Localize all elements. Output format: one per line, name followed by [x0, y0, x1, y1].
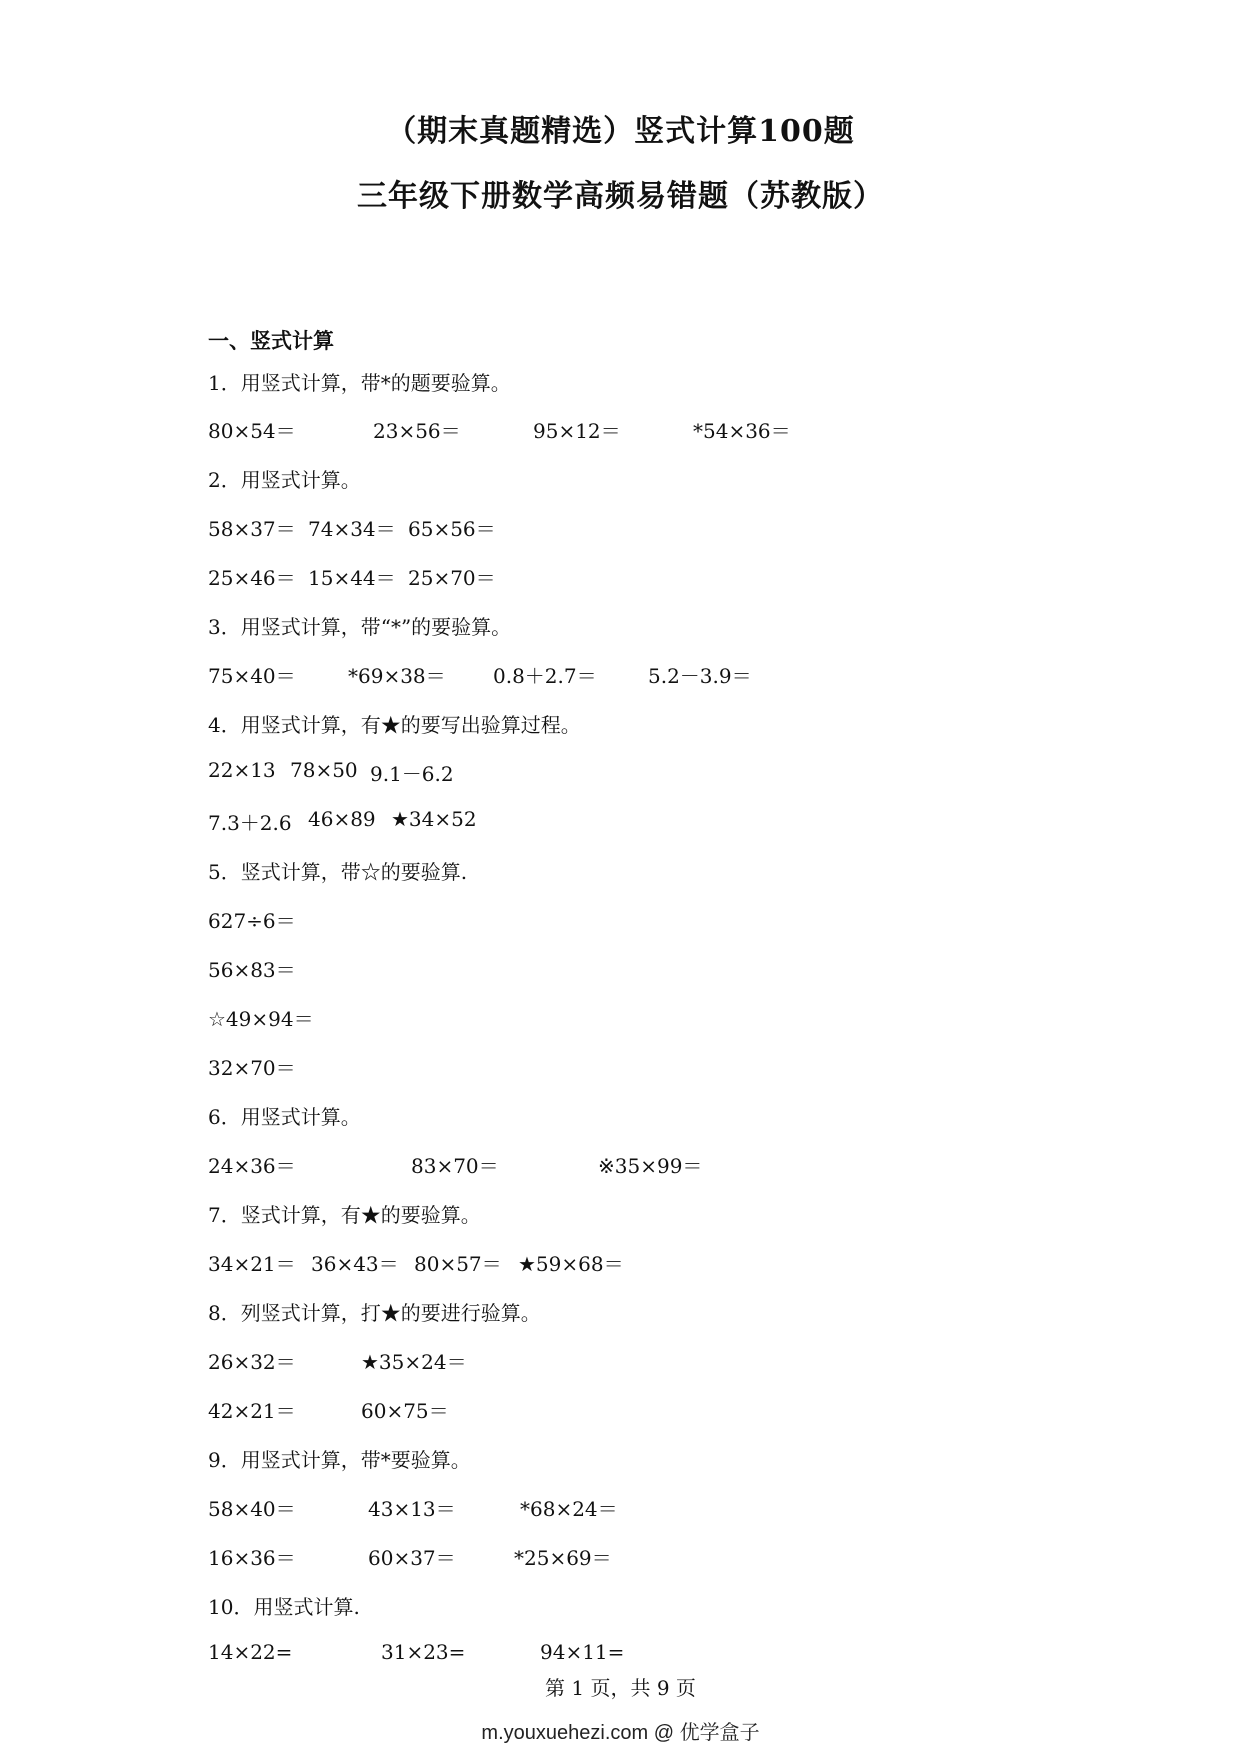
problem: 34×21＝ — [208, 1252, 296, 1276]
problem: 36×43＝ — [311, 1252, 399, 1276]
question-8-prompt: 8．列竖式计算，打★的要进行验算。 — [208, 1301, 541, 1325]
problem: 25×70＝ — [408, 566, 496, 590]
question-3-prompt: 3．用竖式计算，带“*”的要验算。 — [208, 615, 512, 639]
problem: 15×44＝ — [308, 566, 396, 590]
problem: ★34×52 — [391, 807, 477, 831]
question-2-prompt: 2．用竖式计算。 — [208, 468, 361, 492]
problem: 58×40＝ — [208, 1497, 296, 1521]
problem: 0.8＋2.7＝ — [493, 664, 597, 688]
question-1-prompt: 1．用竖式计算，带*的题要验算。 — [208, 371, 511, 395]
problem: 56×83＝ — [208, 958, 296, 982]
problem: 65×56＝ — [408, 517, 496, 541]
problem: *69×38＝ — [348, 664, 446, 688]
section-heading: 一、竖式计算 — [208, 328, 334, 353]
problem: 75×40＝ — [208, 664, 296, 688]
problem: 5.2－3.9＝ — [648, 664, 752, 688]
watermark: m.youxuehezi.com @ 优学盒子 — [481, 1722, 760, 1744]
question-10-prompt: 10．用竖式计算. — [208, 1595, 360, 1619]
question-9-prompt: 9．用竖式计算，带*要验算。 — [208, 1448, 471, 1472]
problem: ★59×68＝ — [518, 1252, 624, 1276]
problem: 24×36＝ — [208, 1154, 296, 1178]
problem: 627÷6＝ — [208, 909, 296, 933]
problem: *25×69＝ — [514, 1546, 612, 1570]
problem: 16×36＝ — [208, 1546, 296, 1570]
problem: 23×56＝ — [373, 419, 461, 443]
question-7-prompt: 7．竖式计算，有★的要验算。 — [208, 1203, 481, 1227]
problem: ☆49×94＝ — [208, 1007, 314, 1031]
problem: 80×54＝ — [208, 419, 296, 443]
question-5-prompt: 5．竖式计算，带☆的要验算. — [208, 860, 468, 884]
problem: 78×50 — [290, 758, 358, 782]
problem: 46×89 — [308, 807, 376, 831]
problem: 22×13 — [208, 758, 276, 782]
problem: 83×70＝ — [411, 1154, 499, 1178]
document-title: （期末真题精选）竖式计算100题 — [386, 114, 855, 149]
page-number: 第 1 页，共 9 页 — [545, 1676, 696, 1700]
problem: 95×12＝ — [533, 419, 621, 443]
problem: 9.1－6.2 — [370, 762, 454, 786]
problem: 32×70＝ — [208, 1056, 296, 1080]
problem: 60×75＝ — [361, 1399, 449, 1423]
problem: ★35×24＝ — [361, 1350, 467, 1374]
problem: 26×32＝ — [208, 1350, 296, 1374]
problem: 42×21＝ — [208, 1399, 296, 1423]
question-6-prompt: 6．用竖式计算。 — [208, 1105, 361, 1129]
problem: 80×57＝ — [414, 1252, 502, 1276]
document-subtitle: 三年级下册数学高频易错题（苏教版） — [357, 179, 884, 214]
problem: 31×23= — [381, 1640, 466, 1664]
problem: 25×46＝ — [208, 566, 296, 590]
question-4-prompt: 4．用竖式计算，有★的要写出验算过程。 — [208, 713, 581, 737]
problem: *54×36＝ — [693, 419, 791, 443]
problem: 94×11= — [540, 1640, 625, 1664]
problem: 74×34＝ — [308, 517, 396, 541]
problem: 14×22= — [208, 1640, 293, 1664]
problem: ※35×99＝ — [598, 1154, 703, 1178]
problem: 7.3＋2.6 — [208, 811, 292, 835]
problem: 60×37＝ — [368, 1546, 456, 1570]
problem: 58×37＝ — [208, 517, 296, 541]
problem: *68×24＝ — [520, 1497, 618, 1521]
problem: 43×13＝ — [368, 1497, 456, 1521]
